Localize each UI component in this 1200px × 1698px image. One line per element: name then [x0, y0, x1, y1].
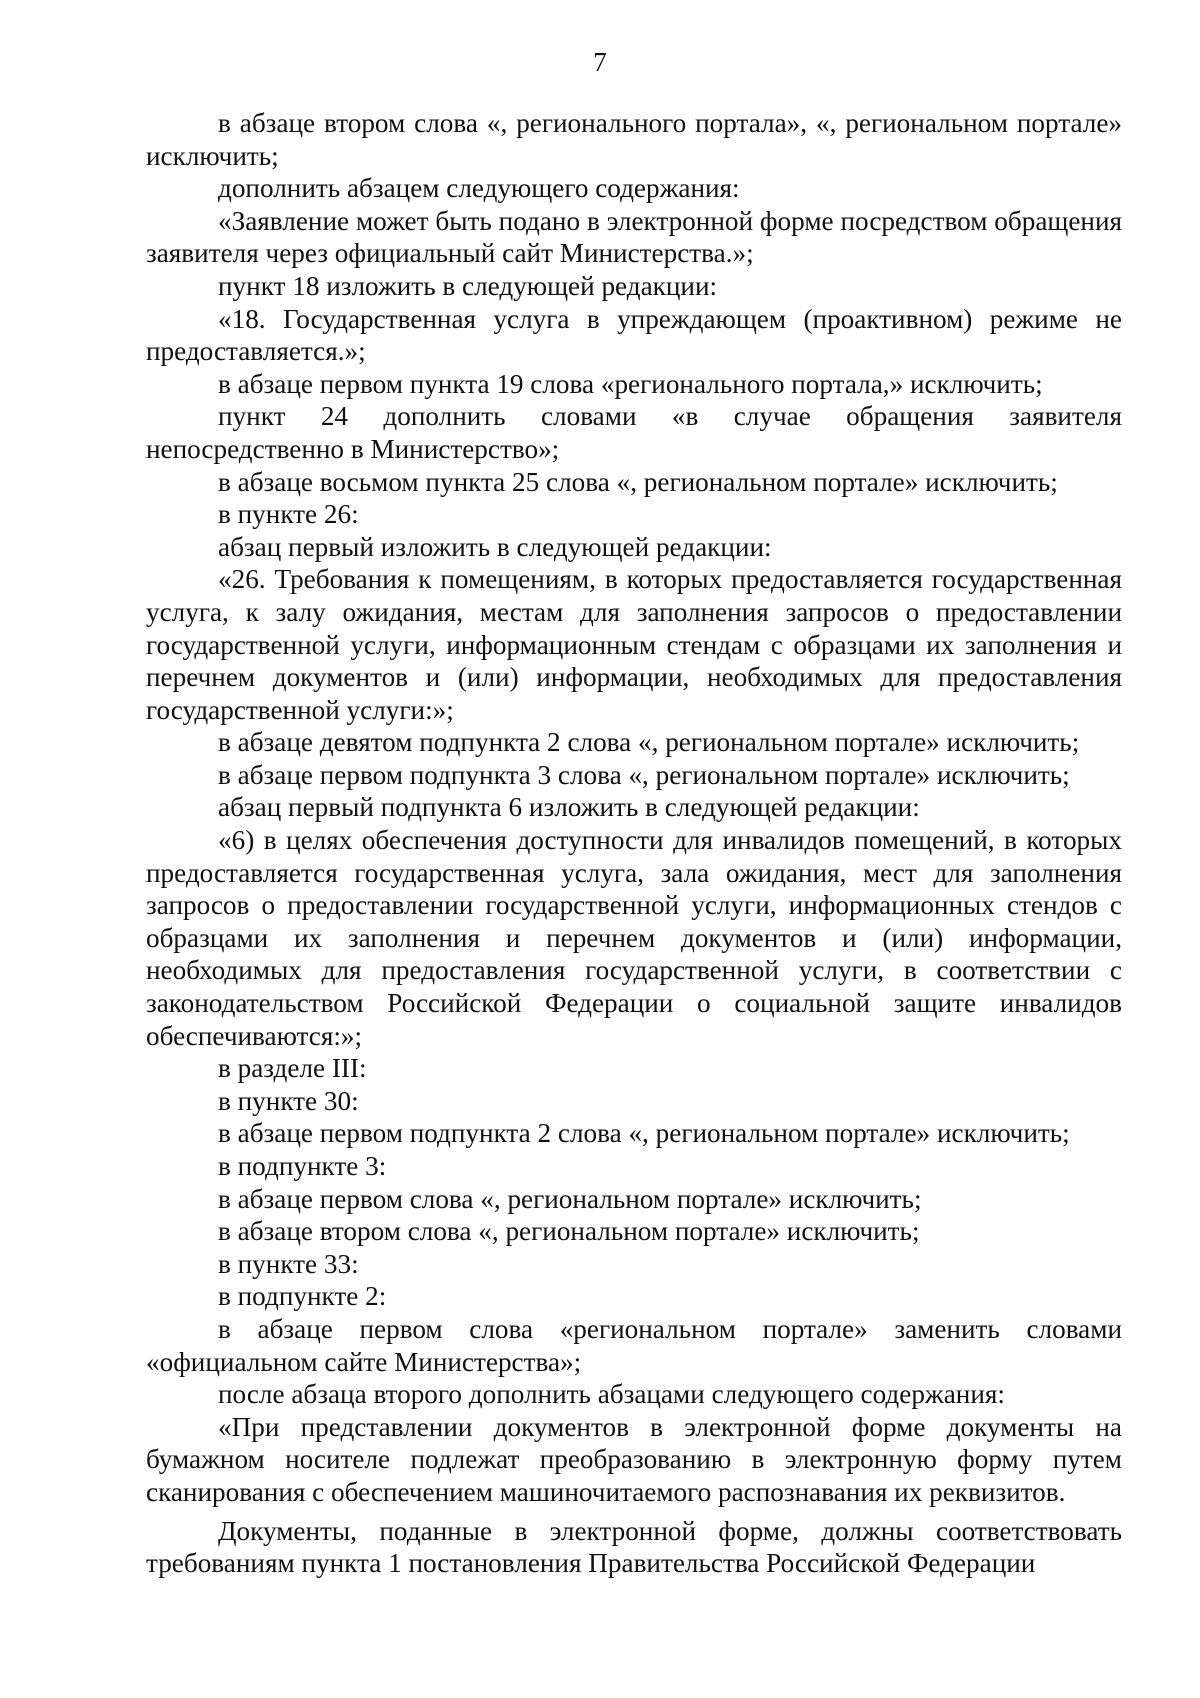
paragraph: в пункте 30:: [218, 1085, 359, 1116]
paragraph: «26. Требования к помещениям, в которых предоставляется государственная услуга, к залу ожидания, местам для заполнения запросов о предоставлении государственной услуги, информационным стендам с образцами их заполнения и перечнем документов и (или) информации, необходимых для предоставления государственной услуги:»;: [146, 564, 1122, 725]
paragraph: в пункте 33:: [218, 1248, 359, 1279]
paragraph: «Заявление может быть подано в электронной форме посредством обращения заявителя через официальный сайт Министерства.»;: [146, 205, 1122, 269]
paragraph: Документы, поданные в электронной форме, должны соответствовать требованиям пункта 1 постановления Правительства Российской Федерации: [146, 1515, 1122, 1579]
paragraph: в абзаце девятом подпункта 2 слова «, региональном портале» исключить;: [218, 727, 1080, 758]
paragraph: «18. Государственная услуга в упреждающем (проактивном) режиме не предоставляется.»;: [146, 303, 1122, 367]
paragraph: «6) в целях обеспечения доступности для инвалидов помещений, в которых предоставляется государственная услуга, зала ожидания, мест для заполнения запросов о предоставлении государственной услуги, информационных стендов с образцами их заполнения и перечнем документов и (или) информации, необходимых для предоставления государственной услуги, в соответствии с законодательством Российской Федерации о социальной защите инвалидов обеспечиваются:»;: [146, 825, 1122, 1051]
paragraph: пункт 24 дополнить словами «в случае обращения заявителя непосредственно в Министерство»;: [146, 401, 1122, 464]
paragraph: в абзаце втором слова «, региональном портале» исключить;: [218, 1216, 920, 1247]
paragraph: абзац первый подпункта 6 изложить в следующей редакции:: [218, 792, 920, 823]
page-number: 7: [593, 47, 607, 77]
paragraph: в разделе III:: [218, 1053, 367, 1084]
paragraph: в абзаце первом слова «региональном портале» заменить словами «официальном сайте Министерства»;: [146, 1313, 1122, 1377]
paragraph: в пункте 26:: [218, 499, 359, 530]
paragraph: в подпункте 2:: [218, 1281, 387, 1312]
paragraph: в подпункте 3:: [218, 1151, 387, 1181]
paragraph: абзац первый изложить в следующей редакции:: [218, 531, 772, 562]
paragraph: «При представлении документов в электронной форме документы на бумажном носителе подлежат преобразованию в электронную форму путем сканирования с обеспечением машиночитаемого распознавания их реквизитов.: [146, 1411, 1122, 1507]
paragraph: в абзаце втором слова «, регионального портала», «, региональном портале» исключить;: [146, 108, 1122, 171]
paragraph: в абзаце восьмом пункта 25 слова «, региональном портале» исключить;: [218, 466, 1058, 497]
paragraph: пункт 18 изложить в следующей редакции:: [218, 270, 718, 301]
paragraph: в абзаце первом подпункта 3 слова «, региональном портале» исключить;: [218, 759, 1070, 790]
paragraph: в абзаце первом подпункта 2 слова «, региональном портале» исключить;: [218, 1118, 1070, 1149]
paragraph: в абзаце первом пункта 19 слова «регионального портала,» исключить;: [218, 368, 1043, 399]
paragraph: в абзаце первом слова «, региональном портале» исключить;: [218, 1183, 922, 1214]
paragraph: после абзаца второго дополнить абзацами следующего содержания:: [218, 1379, 1005, 1410]
document-body: [146, 107, 1122, 1580]
paragraph: дополнить абзацем следующего содержания:: [218, 173, 740, 204]
